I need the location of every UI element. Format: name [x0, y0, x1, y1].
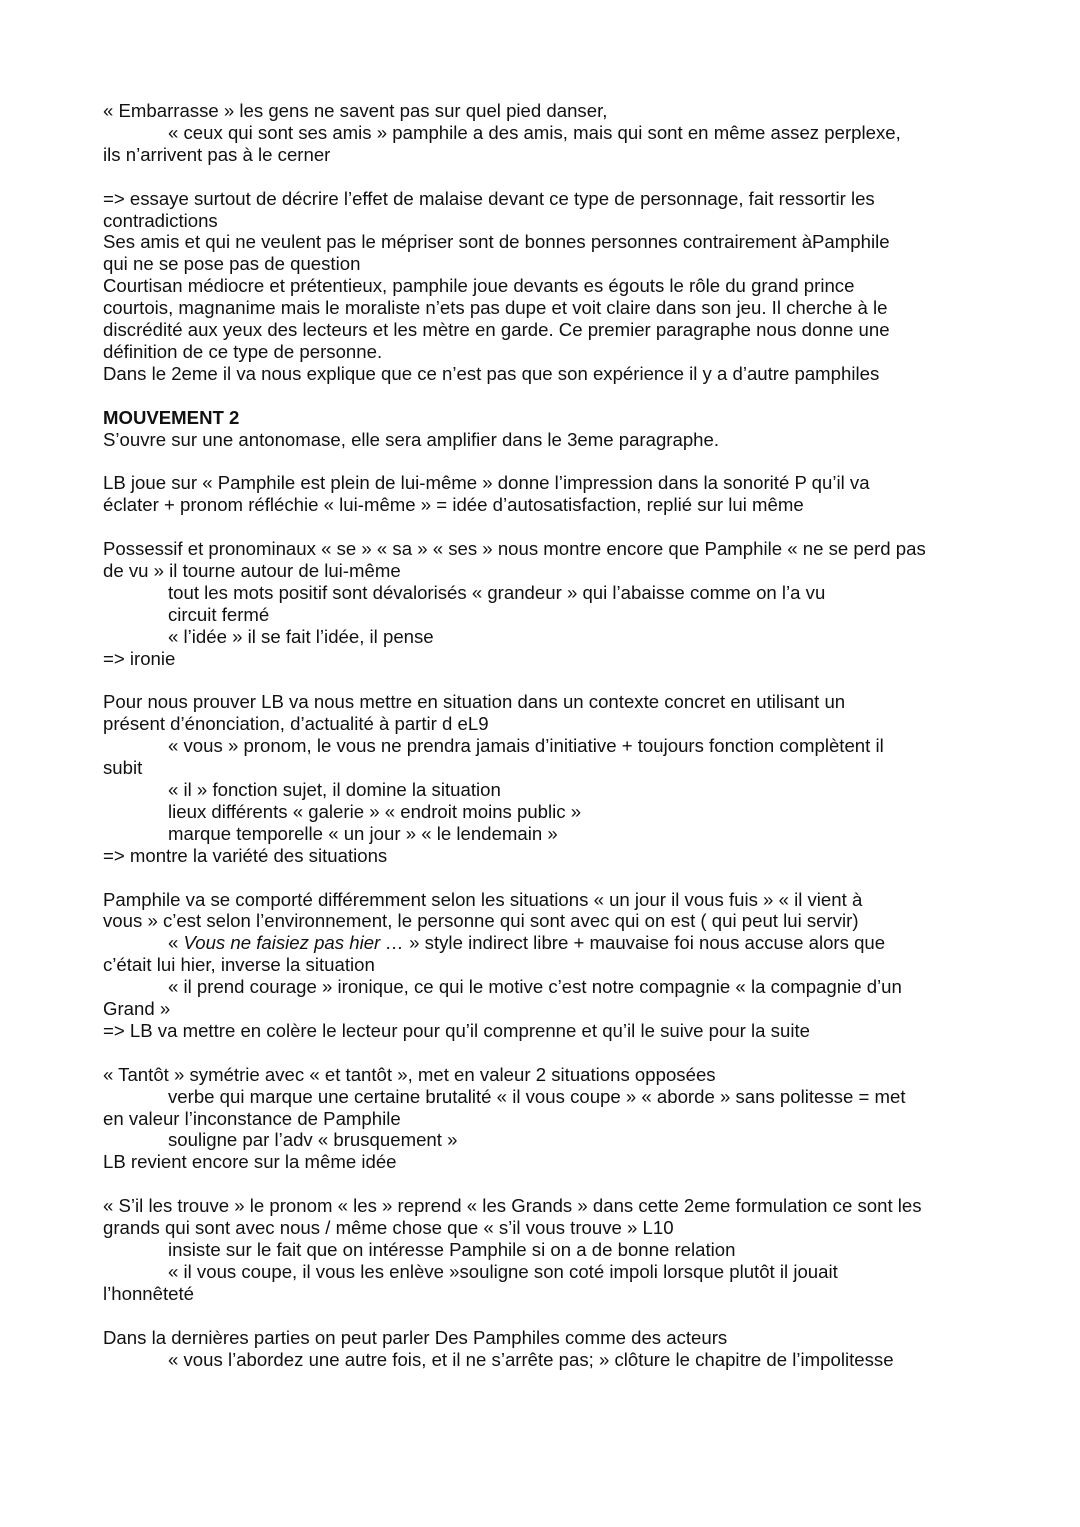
text-line: contradictions [103, 209, 218, 231]
text-line: LB revient encore sur la même idée [103, 1151, 397, 1173]
indented-text-line: « ceux qui sont ses amis » pamphile a des amis, mais qui sont en même assez perplexe, [168, 121, 901, 143]
paragraph-gap [103, 1305, 983, 1327]
text-line: Dans la dernières parties on peut parler Des Pamphiles comme des acteurs [103, 1326, 728, 1348]
text-line: => ironie [103, 647, 176, 669]
text-line: définition de ce type de personne. [103, 340, 383, 362]
text-line: « Embarrasse » les gens ne savent pas sur quel pied danser, [103, 100, 608, 121]
indented-text-line [103, 932, 983, 954]
text-line: discrédité aux yeux des lecteurs et les mètre en garde. Ce premier paragraphe nous donne une [103, 319, 890, 341]
paragraph-gap [103, 670, 983, 692]
text-line: l’honnêteté [103, 1282, 194, 1304]
document-page [103, 100, 983, 1370]
italic-quote: Vous ne faisiez pas hier … [183, 932, 404, 954]
text-line: présent d’énonciation, d’actualité à partir d eL9 [103, 713, 489, 735]
indented-text-line: lieux différents « galerie » « endroit moins public » [168, 800, 582, 822]
text-line: subit [103, 757, 143, 779]
text-line: Possessif et pronominaux « se » « sa » « ses » nous montre encore que Pamphile « ne se perd pas [103, 538, 926, 560]
indented-text-line: « il » fonction sujet, il domine la situation [168, 779, 501, 801]
indented-text-line: tout les mots positif sont dévalorisés « grandeur » qui l’abaisse comme on l’a vu [168, 581, 826, 603]
indented-text-line: insiste sur le fait que on intéresse Pamphile si on a de bonne relation [168, 1239, 736, 1260]
text-line: Courtisan médiocre et prétentieux, pamphile joue devants es égouts le rôle du grand prince [103, 275, 855, 297]
paragraph-gap [103, 516, 983, 538]
section-heading: MOUVEMENT 2 [103, 406, 240, 428]
text-line: de vu » il tourne autour de lui-même [103, 559, 401, 581]
indented-text-line: « l’idée » il se fait l’idée, il pense [168, 625, 434, 647]
text-line: => LB va mettre en colère le lecteur pour qu’il comprenne et qu’il le suive pour la suite [103, 1019, 810, 1041]
text-line: Dans le 2eme il va nous explique que ce n’est pas que son expérience il y a d’autre pamphiles [103, 362, 880, 384]
text-line: => essaye surtout de décrire l’effet de malaise devant ce type de personnage, fait ressortir les [103, 187, 875, 209]
indented-text-line: marque temporelle « un jour » « le lendemain » [168, 822, 558, 844]
text-line: ils n’arrivent pas à le cerner [103, 143, 331, 165]
text-line: grands qui sont avec nous / même chose que « s’il vous trouve » L10 [103, 1217, 674, 1239]
paragraph-gap [103, 450, 983, 472]
indented-text-line: circuit fermé [168, 603, 270, 625]
indented-text-line: verbe qui marque une certaine brutalité « il vous coupe » « aborde » sans politesse = met [168, 1085, 906, 1107]
text-line: Ses amis et qui ne veulent pas le mépriser sont de bonnes personnes contrairement àPamphile [103, 231, 890, 253]
text-line: c’était lui hier, inverse la situation [103, 954, 375, 976]
text-line: Pour nous prouver LB va nous mettre en situation dans un contexte concret en utilisant un [103, 691, 846, 713]
paragraph-gap [103, 1173, 983, 1195]
paragraph-gap [103, 867, 983, 889]
text-line: vous » c’est selon l’environnement, le personne qui sont avec qui on est ( qui peut lui servir) [103, 910, 859, 932]
indented-text-line: « vous » pronom, le vous ne prendra jamais d’initiative + toujours fonction complètent il [168, 735, 884, 757]
text-line: courtois, magnanime mais le moraliste n’ets pas dupe et voit claire dans son jeu. Il cherche à le [103, 297, 888, 319]
text-line: « S’il les trouve » le pronom « les » reprend « les Grands » dans cette 2eme formulation ce sont les [103, 1195, 922, 1217]
paragraph-gap [103, 1042, 983, 1064]
text-line: qui ne se pose pas de question [103, 253, 361, 275]
indented-text-line: « il prend courage » ironique, ce qui le motive c’est notre compagnie « la compagnie d’un [168, 976, 902, 998]
indented-text-line: « il vous coupe, il vous les enlève »souligne son coté impoli lorsque plutôt il jouait [168, 1260, 838, 1282]
text-line: S’ouvre sur une antonomase, elle sera amplifier dans le 3eme paragraphe. [103, 428, 720, 450]
text-line: Grand » [103, 998, 171, 1020]
text-line: => montre la variété des situations [103, 844, 388, 866]
text-line: LB joue sur « Pamphile est plein de lui-même » donne l’impression dans la sonorité P qu’il va [103, 472, 870, 494]
text-fragment: » style indirect libre + mauvaise foi nous accuse alors que [404, 932, 886, 954]
text-line: Pamphile va se comporté différemment selon les situations « un jour il vous fuis » « il vient à [103, 888, 863, 910]
indented-text-line: souligne par l’adv « brusquement » [168, 1129, 458, 1151]
text-line: éclater + pronom réfléchie « lui-même » = idée d’autosatisfaction, replié sur lui même [103, 494, 804, 516]
text-fragment: « [168, 932, 184, 954]
text-line: en valeur l’inconstance de Pamphile [103, 1107, 401, 1129]
paragraph-gap [103, 166, 983, 188]
indented-text-line: « vous l’abordez une autre fois, et il ne s’arrête pas; » clôture le chapitre de l’impolitesse [168, 1348, 894, 1370]
text-line: « Tantôt » symétrie avec « et tantôt », met en valeur 2 situations opposées [103, 1063, 716, 1085]
paragraph-gap [103, 385, 983, 407]
